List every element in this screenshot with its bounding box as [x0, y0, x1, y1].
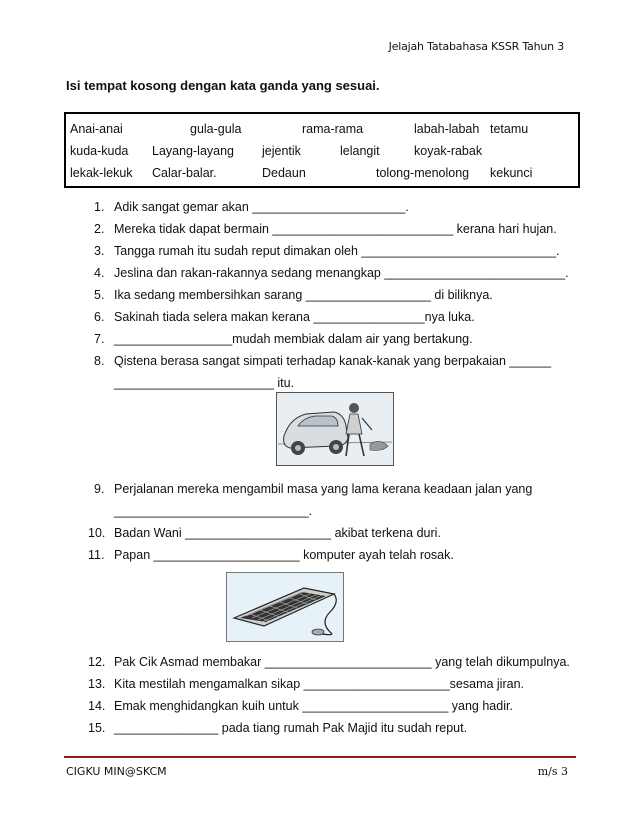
question-7: 7. _________________mudah membiak dalam air yang bertakung. [94, 332, 473, 346]
word-bank-item: Layang-layang [152, 144, 235, 158]
instruction-title: Isi tempat kosong dengan kata ganda yang sesuai. [66, 78, 380, 93]
word-bank-item: Calar-balar. [152, 166, 217, 180]
word-bank-item: lekak-lekuk [70, 166, 133, 180]
question-4: 4. Jeslina dan rakan-rakannya sedang menangkap __________________________. [94, 266, 569, 280]
word-bank-box [64, 112, 580, 188]
word-bank-item: tolong-menolong [376, 166, 470, 180]
word-bank-item: gula-gula [190, 122, 242, 136]
page-header: Jelajah Tatabahasa KSSR Tahun 3 [388, 40, 564, 53]
question-5: 5. Ika sedang membersihkan sarang __________________ di biliknya. [94, 288, 493, 302]
question-9: 9. Perjalanan mereka mengambil masa yang lama kerana keadaan jalan yang [94, 482, 533, 496]
word-bank-item: Anai-anai [70, 122, 123, 136]
question-3: 3. Tangga rumah itu sudah reput dimakan oleh ____________________________. [94, 244, 560, 258]
question-9-cont: ____________________________. [114, 504, 313, 518]
word-bank-item: kuda-kuda [70, 144, 129, 158]
word-bank-item: rama-rama [302, 122, 364, 136]
question-11: 11. Papan _____________________ komputer ayah telah rosak. [88, 548, 454, 562]
question-8: 8. Qistena berasa sangat simpati terhadap kanak-kanak yang berpakaian ______ [94, 354, 552, 368]
word-bank-item: koyak-rabak [414, 144, 483, 158]
question-1: 1. Adik sangat gemar akan ______________________. [94, 200, 409, 214]
question-8-cont: _______________________ itu. [114, 376, 295, 390]
word-bank-item: labah-labah [414, 122, 480, 136]
question-15: 15. _______________ pada tiang rumah Pak Majid itu sudah reput. [88, 721, 468, 735]
question-13: 13. Kita mestilah mengamalkan sikap _____________________sesama jiran. [88, 677, 524, 691]
page-number: m/s 3 [537, 765, 568, 778]
footer-rule [64, 756, 576, 758]
word-bank-item: lelangit [340, 144, 380, 158]
keyboard-illustration [226, 572, 344, 642]
question-2: 2. Mereka tidak dapat bermain __________________________ kerana hari hujan. [94, 222, 557, 236]
car-scene-illustration [276, 392, 394, 466]
word-bank-item: Dedaun [262, 166, 306, 180]
word-bank-item: tetamu [490, 122, 529, 136]
question-10: 10. Badan Wani _____________________ akibat terkena duri. [88, 526, 441, 540]
word-bank-item: kekunci [490, 166, 533, 180]
word-bank-item: jejentik [262, 144, 301, 158]
question-14: 14. Emak menghidangkan kuih untuk _____________________ yang hadir. [88, 699, 513, 713]
question-12: 12. Pak Cik Asmad membakar ________________________ yang telah dikumpulnya. [88, 655, 570, 669]
footer-author: CIGKU MIN@SKCM [66, 765, 167, 778]
question-6: 6. Sakinah tiada selera makan kerana ________________nya luka. [94, 310, 475, 324]
